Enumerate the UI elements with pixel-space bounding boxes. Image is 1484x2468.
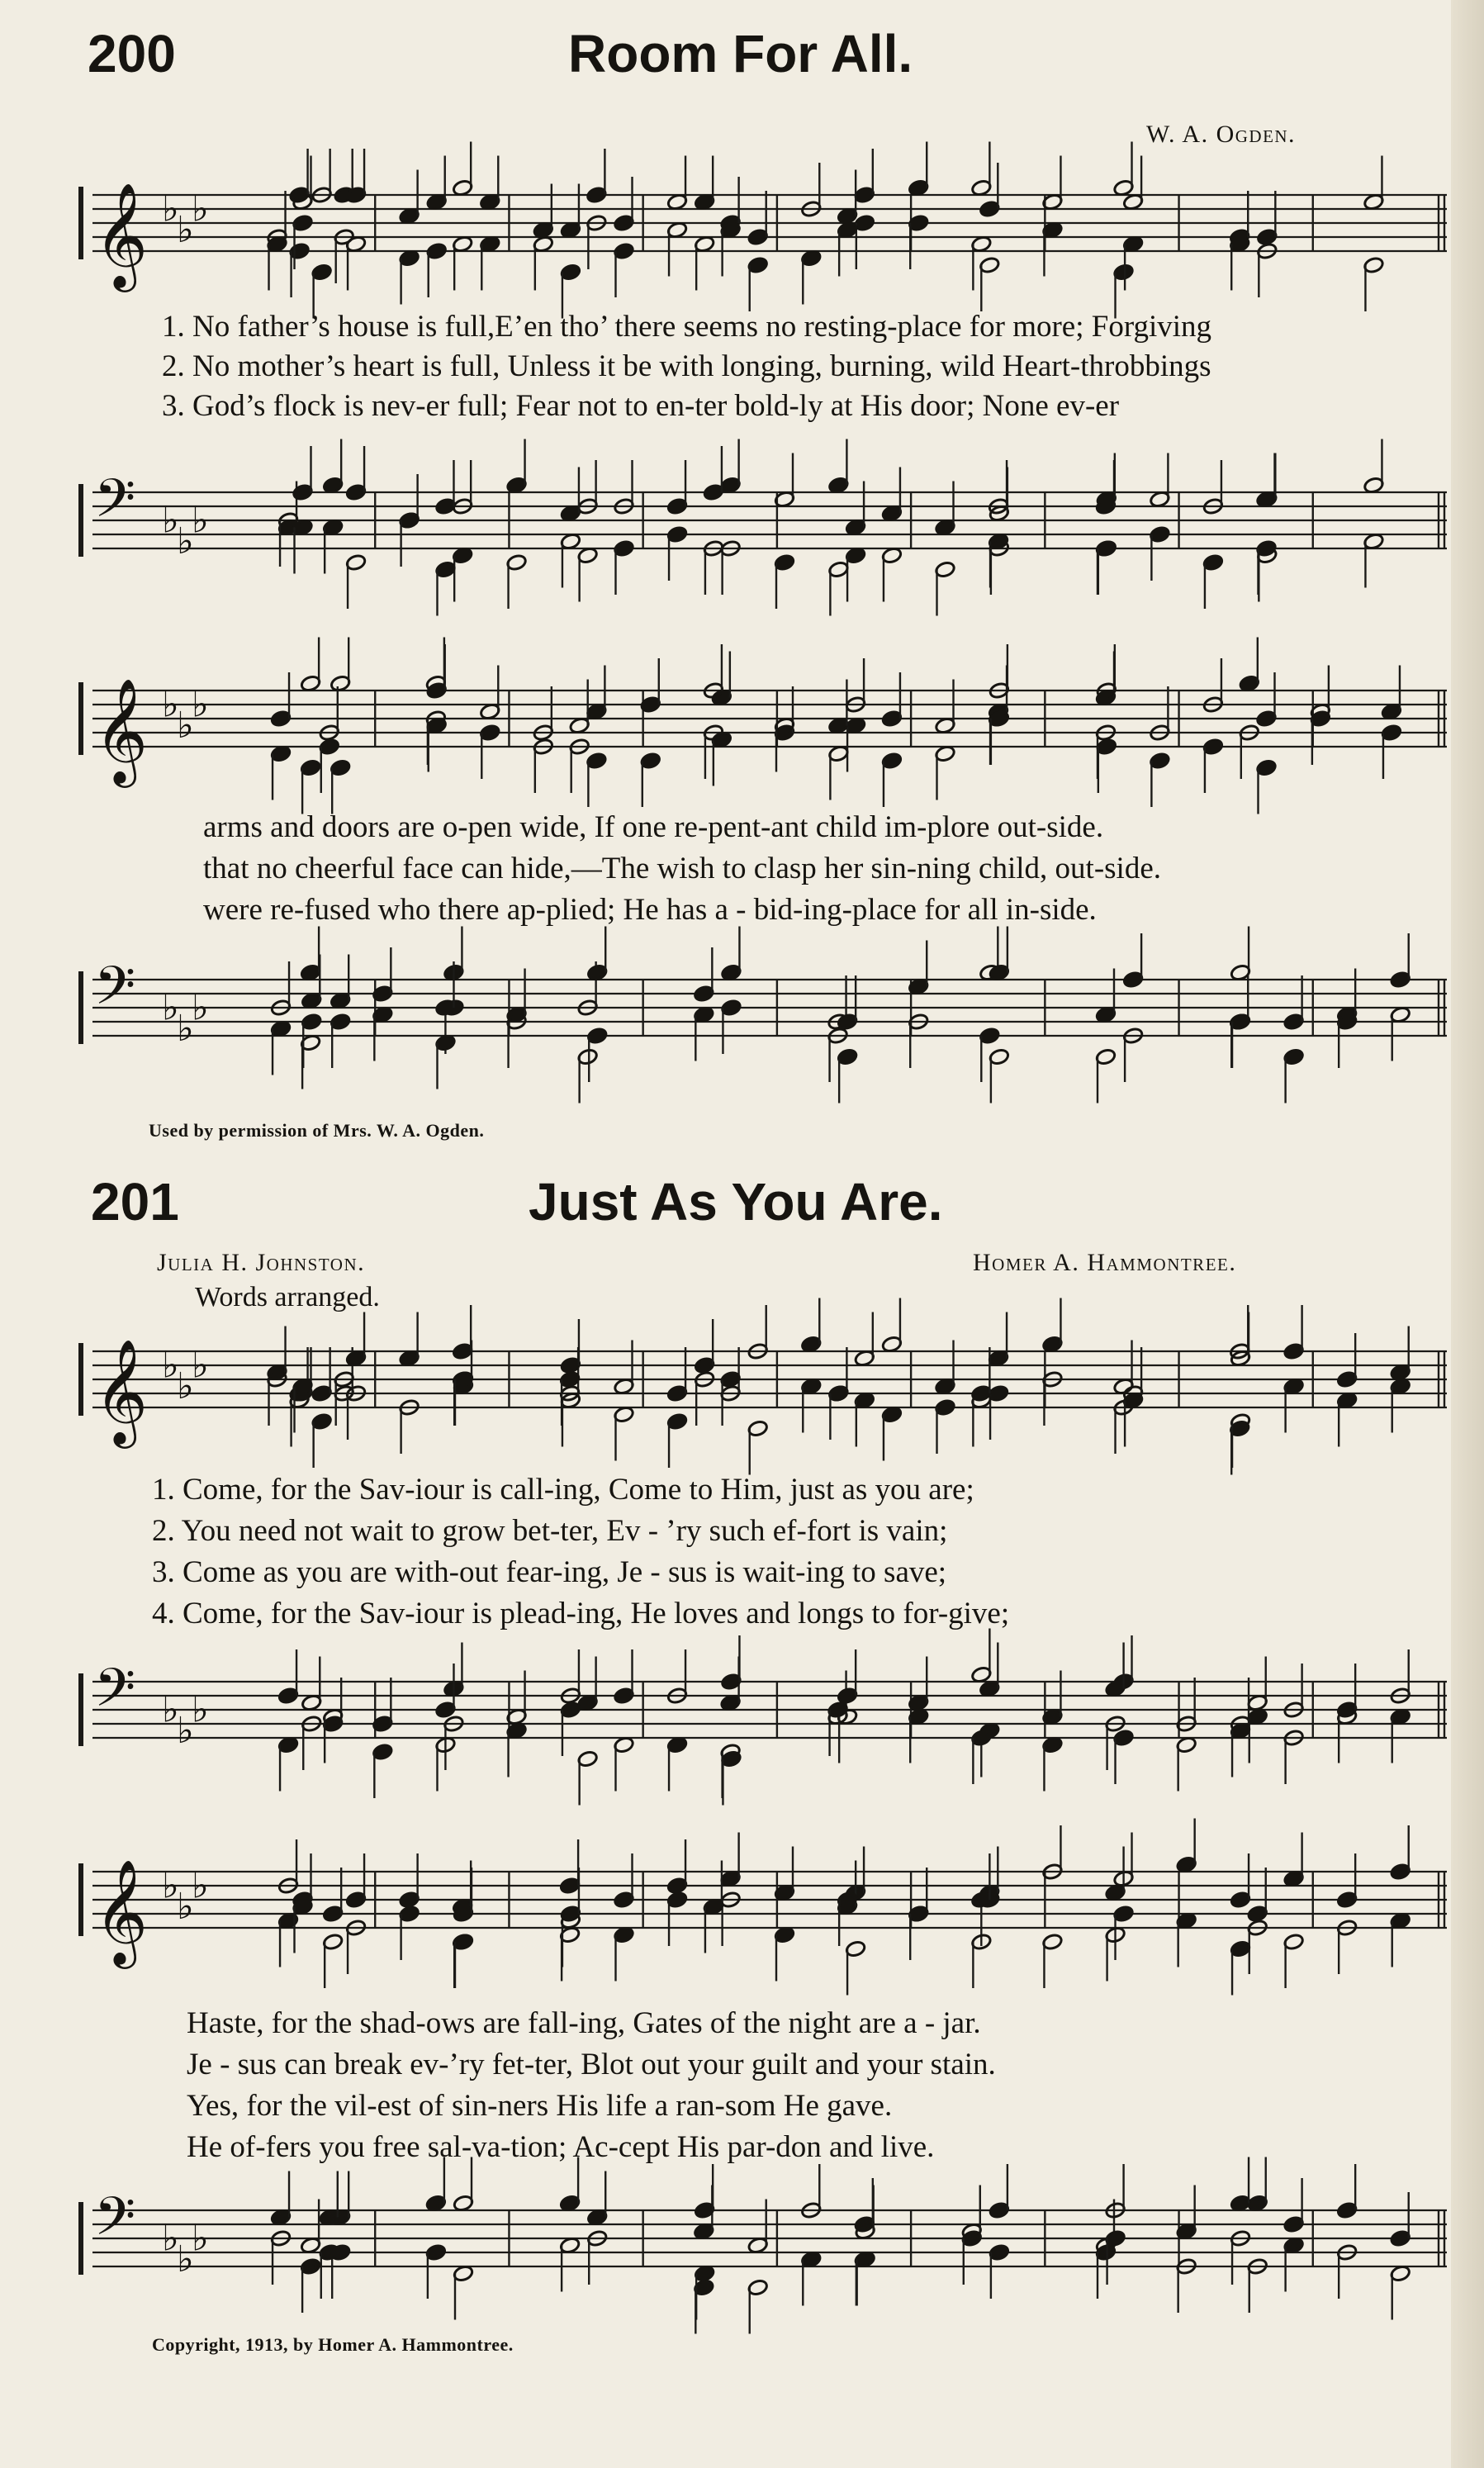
flat-icon: ♭ — [177, 209, 194, 251]
author-note: Words arranged. — [195, 1282, 380, 1312]
verse-2-line: that no cheerful face can hide,—The wish to clasp her sin-ning child, out-side. — [203, 852, 1161, 885]
verse-3-line: Yes, for the vil-est of sin-ners His life a ran-som He gave. — [187, 2089, 893, 2123]
flat-icon: ♭ — [162, 1344, 179, 1387]
verse-1-line: 1. No father’s house is full,E’en tho’ there seems no resting-place for more; Forgiving — [162, 310, 1212, 344]
verse-2-line: 2. No mother’s heart is full, Unless it be with longing, burning, wild Heart-throbbings — [162, 349, 1211, 383]
flat-icon: ♭ — [162, 1864, 179, 1907]
bass-staff — [0, 2186, 1453, 2329]
hymn-title: Just As You Are. — [529, 1172, 943, 1232]
flat-icon: ♭ — [177, 1008, 194, 1050]
treble-staff — [0, 173, 1453, 289]
flat-icon: ♭ — [192, 187, 209, 230]
footnote: Used by permission of Mrs. W. A. Ogden. — [149, 1120, 485, 1141]
treble-staff — [0, 1850, 1453, 1982]
bass-staff — [0, 468, 1453, 603]
treble-clef-icon: 𝄞 — [94, 677, 149, 783]
verse-1-line: 1. Come, for the Sav-iour is call-ing, Come to Him, just as you are; — [152, 1473, 974, 1507]
verse-1-line: Haste, for the shad-ows are fall-ing, Gates of the night are a - jar. — [187, 2006, 981, 2040]
flat-icon: ♭ — [177, 705, 194, 747]
verse-2-line: Je - sus can break ev-’ry fet-ter, Blot out your guilt and your stain. — [187, 2048, 996, 2081]
flat-icon: ♭ — [162, 1688, 179, 1731]
footnote: Copyright, 1913, by Homer A. Hammontree. — [152, 2334, 514, 2355]
flat-icon: ♭ — [162, 187, 179, 230]
verse-2-line: 2. You need not wait to grow bet-ter, Ev - ’ry such ef-fort is vain; — [152, 1514, 948, 1548]
hymn-title: Room For All. — [568, 24, 913, 83]
flat-icon: ♭ — [177, 1710, 194, 1752]
flat-icon: ♭ — [192, 499, 209, 542]
composer-credit: W. A. Ogden. — [1146, 121, 1297, 148]
flat-icon: ♭ — [162, 986, 179, 1029]
flat-icon: ♭ — [192, 1344, 209, 1387]
bass-staff — [0, 958, 1453, 1090]
flat-icon: ♭ — [162, 2217, 179, 2260]
flat-icon: ♭ — [177, 1886, 194, 1928]
hymn-number: 201 — [91, 1172, 179, 1232]
bass-clef-icon: 𝄢 — [94, 956, 136, 1030]
flat-icon: ♭ — [177, 1365, 194, 1407]
author-credit: Julia H. Johnston. — [157, 1249, 366, 1276]
treble-clef-icon: 𝄞 — [94, 1338, 149, 1444]
bass-clef-icon: 𝄢 — [94, 1658, 136, 1732]
flat-icon: ♭ — [177, 520, 194, 562]
hymn-number: 200 — [88, 24, 176, 83]
flat-icon: ♭ — [192, 2217, 209, 2260]
treble-staff — [0, 669, 1453, 793]
composer-credit: Homer A. Hammontree. — [973, 1249, 1237, 1276]
treble-clef-icon: 𝄞 — [94, 182, 149, 287]
flat-icon: ♭ — [177, 2238, 194, 2281]
bass-staff — [0, 1660, 1453, 1801]
verse-1-line: arms and doors are o-pen wide, If one re-pent-ant child im-plore out-side. — [203, 810, 1104, 844]
treble-clef-icon: 𝄞 — [94, 1858, 149, 1964]
page-gutter — [1451, 0, 1484, 2468]
verse-4-line: He of-fers you free sal-va-tion; Ac-cept His par-don and live. — [187, 2130, 935, 2164]
bass-clef-icon: 𝄢 — [94, 2186, 136, 2261]
verse-3-line: were re-fused who there ap-plied; He has a - bid-ing-place for all in-side. — [203, 893, 1097, 927]
verse-4-line: 4. Come, for the Sav-iour is plead-ing, He loves and longs to for-give; — [152, 1597, 1010, 1630]
flat-icon: ♭ — [192, 986, 209, 1029]
treble-staff — [0, 1330, 1453, 1454]
bass-clef-icon: 𝄢 — [94, 468, 136, 543]
verse-3-line: 3. Come as you are with-out fear-ing, Je - sus is wait-ing to save; — [152, 1555, 947, 1589]
flat-icon: ♭ — [162, 499, 179, 542]
verse-3-line: 3. God’s flock is nev-er full; Fear not to en-ter bold-ly at His door; None ev-er — [162, 389, 1120, 423]
flat-icon: ♭ — [192, 1688, 209, 1731]
flat-icon: ♭ — [192, 683, 209, 726]
flat-icon: ♭ — [192, 1864, 209, 1907]
flat-icon: ♭ — [162, 683, 179, 726]
